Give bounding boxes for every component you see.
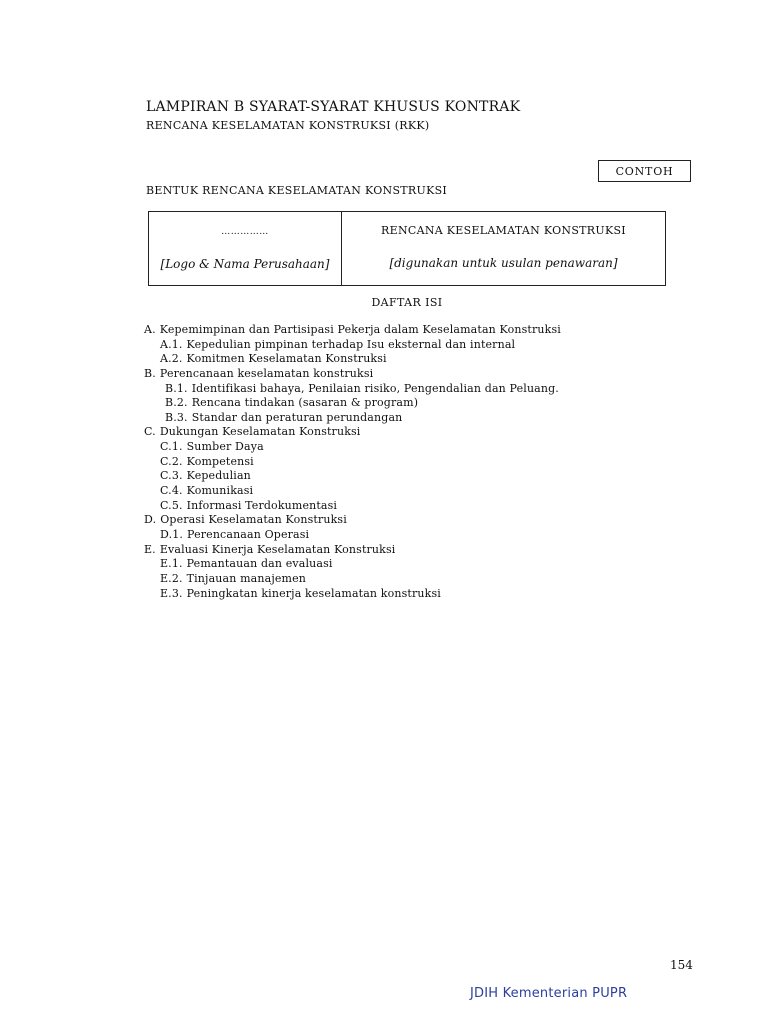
toc-item-number: C.3. [160, 469, 183, 483]
toc-item-text: Standar dan peraturan perundangan [191, 410, 403, 424]
plan-cell [342, 212, 665, 285]
toc-item-text: Peningkatan kinerja keselamatan konstruksi [186, 586, 441, 600]
toc-item [144, 469, 561, 484]
toc-item-text: Kepedulian pimpinan terhadap Isu eksternal dan internal [186, 337, 516, 351]
toc-item-text: Informasi Terdokumentasi [186, 498, 338, 512]
toc-item-text: Tinjauan manajemen [186, 571, 307, 585]
document-subtitle: RENCANA KESELAMATAN KONSTRUKSI (RKK) [146, 119, 430, 132]
document-title: LAMPIRAN B SYARAT-SYARAT KHUSUS KONTRAK [146, 99, 521, 115]
toc-item [144, 528, 561, 543]
toc-item-text: Kepemimpinan dan Partisipasi Pekerja dalam Keselamatan Konstruksi [159, 323, 561, 336]
toc-item-text: Komitmen Keselamatan Konstruksi [186, 352, 387, 366]
toc-item [144, 513, 561, 528]
company-logo-label: [Logo & Nama Perusahaan] [160, 257, 330, 271]
toc-item-text: Pemantauan dan evaluasi [186, 557, 333, 571]
toc-item-text: Komunikasi [186, 484, 254, 498]
toc-item-number: E.1. [160, 557, 183, 571]
contoh-badge [598, 160, 691, 182]
company-cell [149, 212, 342, 285]
toc-item-number: D. [144, 513, 157, 527]
toc-item-number: C.1. [160, 440, 183, 454]
toc-item-number: B.2. [165, 396, 188, 410]
toc-item [144, 499, 561, 514]
toc-item [144, 382, 561, 397]
toc-item [144, 338, 561, 353]
toc-item [144, 411, 561, 426]
toc-item-text: Kompetensi [186, 454, 254, 468]
page-number: 154 [670, 958, 693, 972]
toc-item [144, 352, 561, 367]
toc-item-text: Perencanaan keselamatan konstruksi [159, 366, 374, 380]
toc-item [144, 484, 561, 499]
toc-item-number: C. [144, 425, 156, 439]
toc-item [144, 557, 561, 572]
toc-item-number: D.1. [160, 527, 184, 541]
toc-item [144, 543, 561, 558]
toc-item-number: A. [144, 323, 156, 336]
toc-item [144, 572, 561, 587]
toc-item-number: E.3. [160, 586, 183, 600]
toc-item-text: Perencanaan Operasi [187, 527, 310, 541]
toc-item-number: C.5. [160, 498, 183, 512]
toc-item [144, 587, 561, 602]
toc-item-text: Kepedulian [186, 469, 251, 483]
toc-item [144, 396, 561, 411]
toc-item-text: Operasi Keselamatan Konstruksi [160, 513, 347, 527]
toc-item-text: Sumber Daya [186, 440, 264, 454]
toc-item [144, 323, 561, 338]
toc-item-text: Evaluasi Kinerja Keselamatan Konstruksi [159, 542, 396, 556]
toc-item-text: Rencana tindakan (sasaran & program) [191, 396, 419, 410]
toc-item-number: E. [144, 542, 156, 556]
toc-item [144, 367, 561, 382]
toc-item-number: B. [144, 366, 156, 380]
table-of-contents [144, 323, 561, 601]
toc-item-number: E.2. [160, 571, 183, 585]
contoh-label: CONTOH [615, 164, 674, 178]
toc-item [144, 425, 561, 440]
form-template-box [148, 211, 666, 286]
plan-title: RENCANA KESELAMATAN KONSTRUKSI [381, 224, 626, 237]
toc-item-text: Identifikasi bahaya, Penilaian risiko, Pengendalian dan Peluang. [191, 381, 559, 395]
toc-title: DAFTAR ISI [371, 296, 443, 309]
toc-item-number: A.1. [160, 337, 183, 351]
plan-usage-label: [digunakan untuk usulan penawaran] [389, 256, 618, 270]
toc-item-number: B.1. [165, 381, 188, 395]
footer-source: JDIH Kementerian PUPR [470, 986, 628, 1001]
form-heading: BENTUK RENCANA KESELAMATAN KONSTRUKSI [146, 184, 448, 197]
toc-item-number: C.2. [160, 454, 183, 468]
toc-item [144, 440, 561, 455]
toc-item-number: A.2. [160, 352, 183, 366]
toc-item-number: C.4. [160, 484, 183, 498]
toc-item-text: Dukungan Keselamatan Konstruksi [159, 425, 361, 439]
toc-item [144, 455, 561, 470]
toc-item-number: B.3. [165, 410, 188, 424]
company-placeholder-dots: …………… [221, 227, 269, 237]
